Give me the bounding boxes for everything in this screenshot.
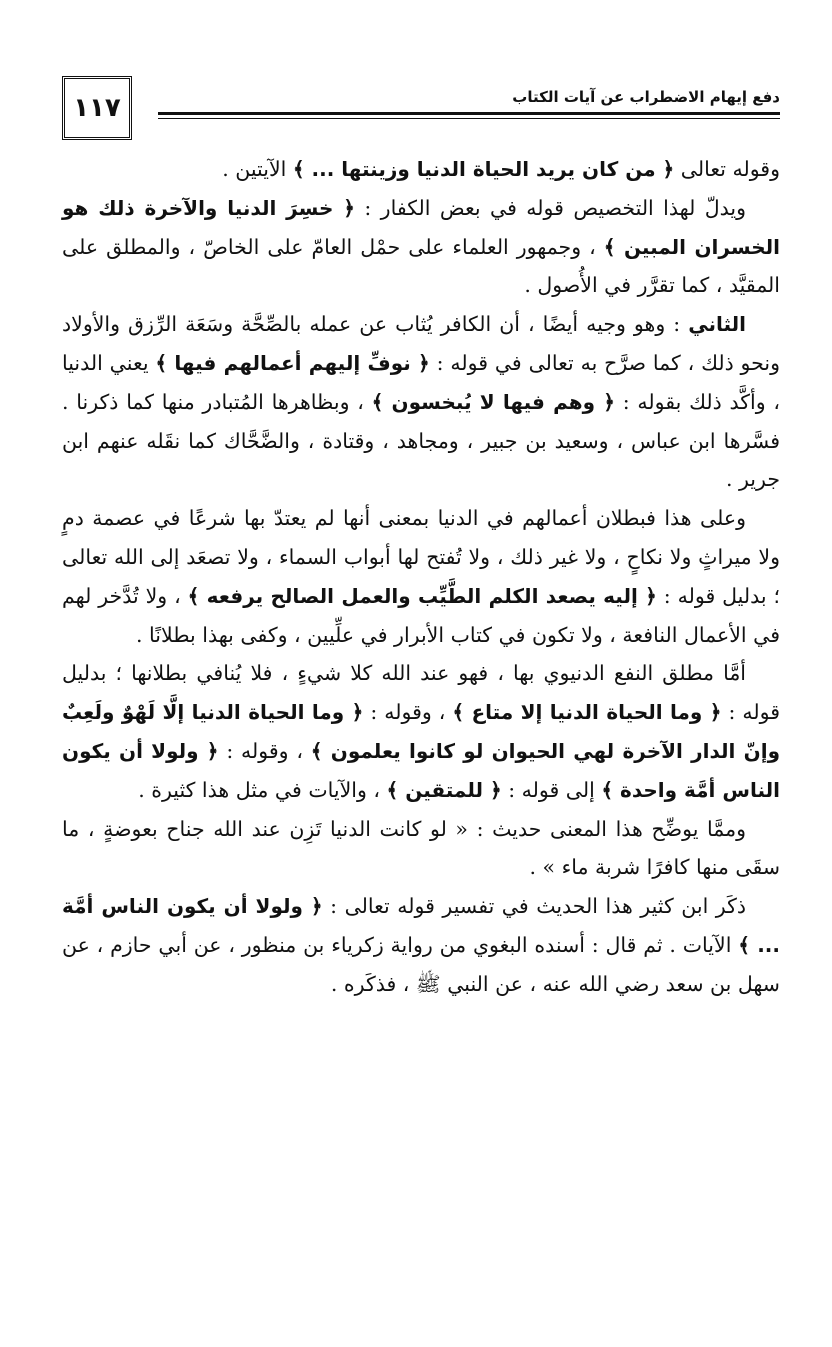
text-run: الآيات . ثم قال : أسنده البغوي من رواية زكرياء بن منظور ، عن أبي حازم ، عن سهل بن سعد رضي الله عنه ، عن النبي ﷺ ، فذكَره .: [62, 932, 780, 996]
quran-verse: ﴿ للمتقين ﴾: [386, 777, 502, 802]
quran-verse: ﴿ ولولا أن يكون الناس أمَّة واحدة ﴾: [62, 738, 780, 802]
paragraph: [62, 189, 780, 305]
paragraph: [62, 887, 780, 1003]
quran-verse: الثاني: [688, 312, 746, 337]
quran-verse: ﴿ إليه يصعد الكلم الطَّيِّب والعمل الصالح يرفعه ﴾: [187, 583, 657, 608]
text-run: أمَّا مطلق النفع الدنيوي بها ، فهو عند الله كلا شيءٍ ، فلا يُنافي بطلانها ؛ بدليل قوله :: [62, 661, 780, 725]
text-run: الآيتين .: [222, 157, 293, 181]
text-run: ، ولا تُدَّخر لهم في الأعمال النافعة ، ولا تكون في كتاب الأبرار في علِّيين ، وكفى بهذا بطلانًا .: [62, 583, 780, 647]
quran-verse: ﴿ نوفِّ إليهم أعمالهم فيها ﴾: [155, 350, 430, 375]
body-text: [62, 150, 780, 1004]
text-run: وممَّا يوضِّح هذا المعنى حديث : « لو كانت الدنيا تَزِن عند الله جناح بعوضةٍ ، ما سقَى منها كافرًا شربة ماء » .: [62, 816, 780, 880]
text-run: وقوله تعالى: [674, 157, 780, 181]
page-header: [62, 74, 780, 148]
paragraph: [62, 150, 780, 189]
running-title: دفع إيهام الاضطراب عن آيات الكتاب: [512, 88, 780, 106]
header-rule-thick: [158, 112, 780, 115]
quran-verse: ﴿ وما الحياة الدنيا إلا متاع ﴾: [452, 700, 722, 725]
text-run: ذكَر ابن كثير هذا الحديث في تفسير قوله تعالى :: [322, 894, 746, 919]
header-rule-thin: [158, 118, 780, 119]
text-run: ، وقوله :: [363, 700, 453, 725]
paragraph: [62, 654, 780, 809]
quran-verse: ﴿ وما الحياة الدنيا إلَّا لَهْوٌ ولَعِبٌ وإنّ الدار الآخرة لهي الحيوان لو كانوا يعلمون ﴾: [62, 700, 781, 763]
quran-verse: ﴿ من كان يريد الحياة الدنيا وزينتها ... ﴾: [292, 157, 675, 181]
quran-verse: ﴿ خسِرَ الدنيا والآخرة ذلك هو الخسران المبين ﴾: [62, 195, 780, 259]
text-run: وعلى هذا فبطلان أعمالهم في الدنيا بمعنى أنها لم يعتدّ بها شرعًا في عصمة دمٍ ولا ميراثٍ ولا نكاحٍ ، ولا غير ذلك ، ولا تُفتح لها أبواب السماء ، ولا تصعَد إلى الله تعالى ؛ بدليل قوله :: [62, 506, 780, 608]
text-run: ، وجمهور العلماء على حمْل العامّ على الخاصّ ، والمطلق على المقيَّد ، كما تقرَّر في الأُصول .: [62, 234, 780, 298]
paragraph: [62, 499, 780, 654]
text-run: ويدلّ لهذا التخصيص قوله في بعض الكفار :: [354, 195, 746, 220]
text-run: : وهو وجيه أيضًا ، أن الكافر يُثاب عن عمله بالصِّحَّة وسَعَة الرِّزق والأولاد ونحو ذلك ، كما صرَّح به تعالى في قوله :: [62, 312, 780, 375]
paragraph: [62, 810, 780, 888]
quran-verse: ﴿ وهم فيها لا يُبخسون ﴾: [371, 389, 615, 414]
text-run: ، وبظاهرها المُتبادر منها كما ذكرنا . فسَّرها ابن عباس ، وسعيد بن جبير ، ومجاهد ، وقتادة ، والضَّحَّاك كما نقَله عنهم ابن جرير .: [62, 389, 780, 492]
paragraph: [62, 305, 780, 499]
text-run: ، وقوله :: [218, 738, 311, 763]
text-run: ، والآيات في مثل هذا كثيرة .: [138, 777, 387, 802]
quran-verse: ﴿ ولولا أن يكون الناس أمَّة ... ﴾: [62, 894, 780, 957]
page-number: ١١٧: [62, 76, 132, 140]
text-run: إلى قوله :: [501, 777, 602, 802]
text-run: يعني الدنيا ، وأكَّد ذلك بقوله :: [62, 350, 780, 414]
